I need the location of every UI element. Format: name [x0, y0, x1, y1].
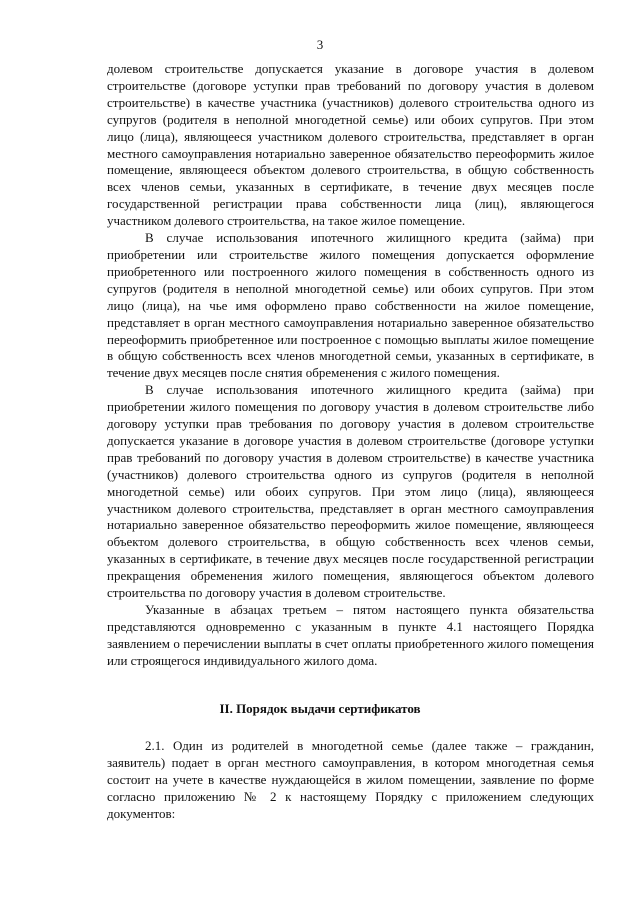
paragraph-continuation: долевом строительстве допускается указание в договоре участия в долевом строительстве (договоре уступки прав требований по договору участия в долевом строительстве) в качестве участника (участников) долевого строительства одного из супругов (родителя в неполной многодетной семье) или обоих супругов. При этом лицо (лица), являющееся участником долевого строительства, представляет в орган местного самоуправления нотариально заверенное обязательство переоформить жилое помещение, являющееся объектом долевого строительства, в общую собственность всех членов семьи, указанных в сертификате, в течение двух месяцев после государственной регистрации права собственности лица (лиц), являющегося участником долевого строительства, на такое жилое помещение. — [107, 61, 594, 229]
section-heading: II. Порядок выдачи сертификатов — [219, 701, 421, 716]
body-text-top — [107, 61, 594, 670]
page-number: 3 — [316, 37, 324, 52]
paragraph-2-1: 2.1. Один из родителей в многодетной семье (далее также – гражданин, заявитель) подает в орган местного самоуправления, в котором многодетная семья состоит на учете в качестве нуждающейся в жилом помещении, заявление по форме согласно приложению № 2 к настоящему Порядку с приложением следующих документов: — [107, 738, 594, 821]
paragraph-mortgage-shared-construction: В случае использования ипотечного жилищного кредита (займа) при приобретении жилого помещения по договору участия в долевом строительстве либо договору уступки прав требования по договору участия в долевом строительстве допускается указание в договоре участия в долевом строительстве (договоре уступки прав требований по договору участия в долевом строительстве) в качестве участника (участников) долевого строительства одного из супругов (родителя в неполной многодетной семье) или обоих супругов. При этом лицо (лица), являющееся участником долевого строительства, представляет в орган местного самоуправления нотариально заверенное обязательство переоформить жилое помещение, являющееся объектом долевого строительства, в общую собственность всех членов семьи, указанных в сертификате, в течение двух месяцев после государственной регистрации прекращения обременения жилого помещения, являющегося объектом долевого строительства по договору участия в долевом строительстве. — [107, 382, 594, 601]
paragraph-mortgage-ownership: В случае использования ипотечного жилищного кредита (займа) при приобретении или строительстве жилого помещения допускается оформление приобретенного или построенного жилого помещения в собственность одного из супругов (родителя в неполной многодетной семье) или обоих супругов. При этом лицо (лица), на чье имя оформлено право собственности на жилое помещение, представляет в орган местного самоуправления нотариально заверенное обязательство переоформить приобретенное или построенное с помощью выплаты жилое помещение в общую собственность всех членов многодетной семьи, указанных в сертификате, в течение двух месяцев после снятия обременения с жилого помещения. — [107, 230, 594, 381]
paragraph-obligations-submission: Указанные в абзацах третьем – пятом настоящего пункта обязательства представляются одновременно с указанным в пункте 4.1 настоящего Порядка заявлением о перечислении выплаты в счет оплаты приобретенного жилого помещения или строящегося индивидуального жилого дома. — [107, 602, 594, 668]
body-text-bottom — [107, 738, 594, 823]
